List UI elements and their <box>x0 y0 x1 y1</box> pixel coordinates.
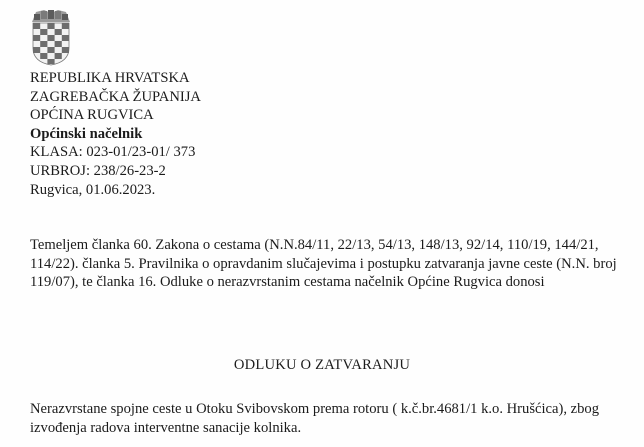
issuer-title: Općinski načelnik <box>30 125 143 142</box>
urbroj-number: URBROJ: 238/26-23-2 <box>30 162 166 179</box>
county-name: ZAGREBAČKA ŽUPANIJA <box>30 88 201 105</box>
decision-title: ODLUKU O ZATVARANJU <box>233 357 411 373</box>
klasa-number: KLASA: 023-01/23-01/ 373 <box>30 144 196 161</box>
decision-paragraph: Nerazvrstane spojne ceste u Otoku Svibovskom prema rotoru ( k.č.br.4681/1 k.o. Hrušćica), zbog izvođenja radova interventne sanacije kolnika. <box>30 401 600 436</box>
legal-basis-paragraph: Temeljem članka 60. Zakona o cestama (N.N.84/11, 22/13, 54/13, 148/13, 92/14, 110/19, 144/21, 114/22). članka 5. Pravilnika o opravdanim slučajevima i postupku zatvaranja javne ceste (N.N. broj 119/07), te članka 16. Odluke o nerazvrstanim cestama načelnik Općine Rugvica donosi <box>30 237 617 291</box>
municipality-name: OPĆINA RUGVICA <box>30 107 154 124</box>
document-header <box>30 69 390 199</box>
croatian-coat-of-arms-icon <box>30 8 72 66</box>
shield <box>33 23 69 65</box>
place-and-date: Rugvica, 01.06.2023. <box>30 181 156 198</box>
crown <box>32 10 70 22</box>
country-name: REPUBLIKA HRVATSKA <box>30 70 190 86</box>
